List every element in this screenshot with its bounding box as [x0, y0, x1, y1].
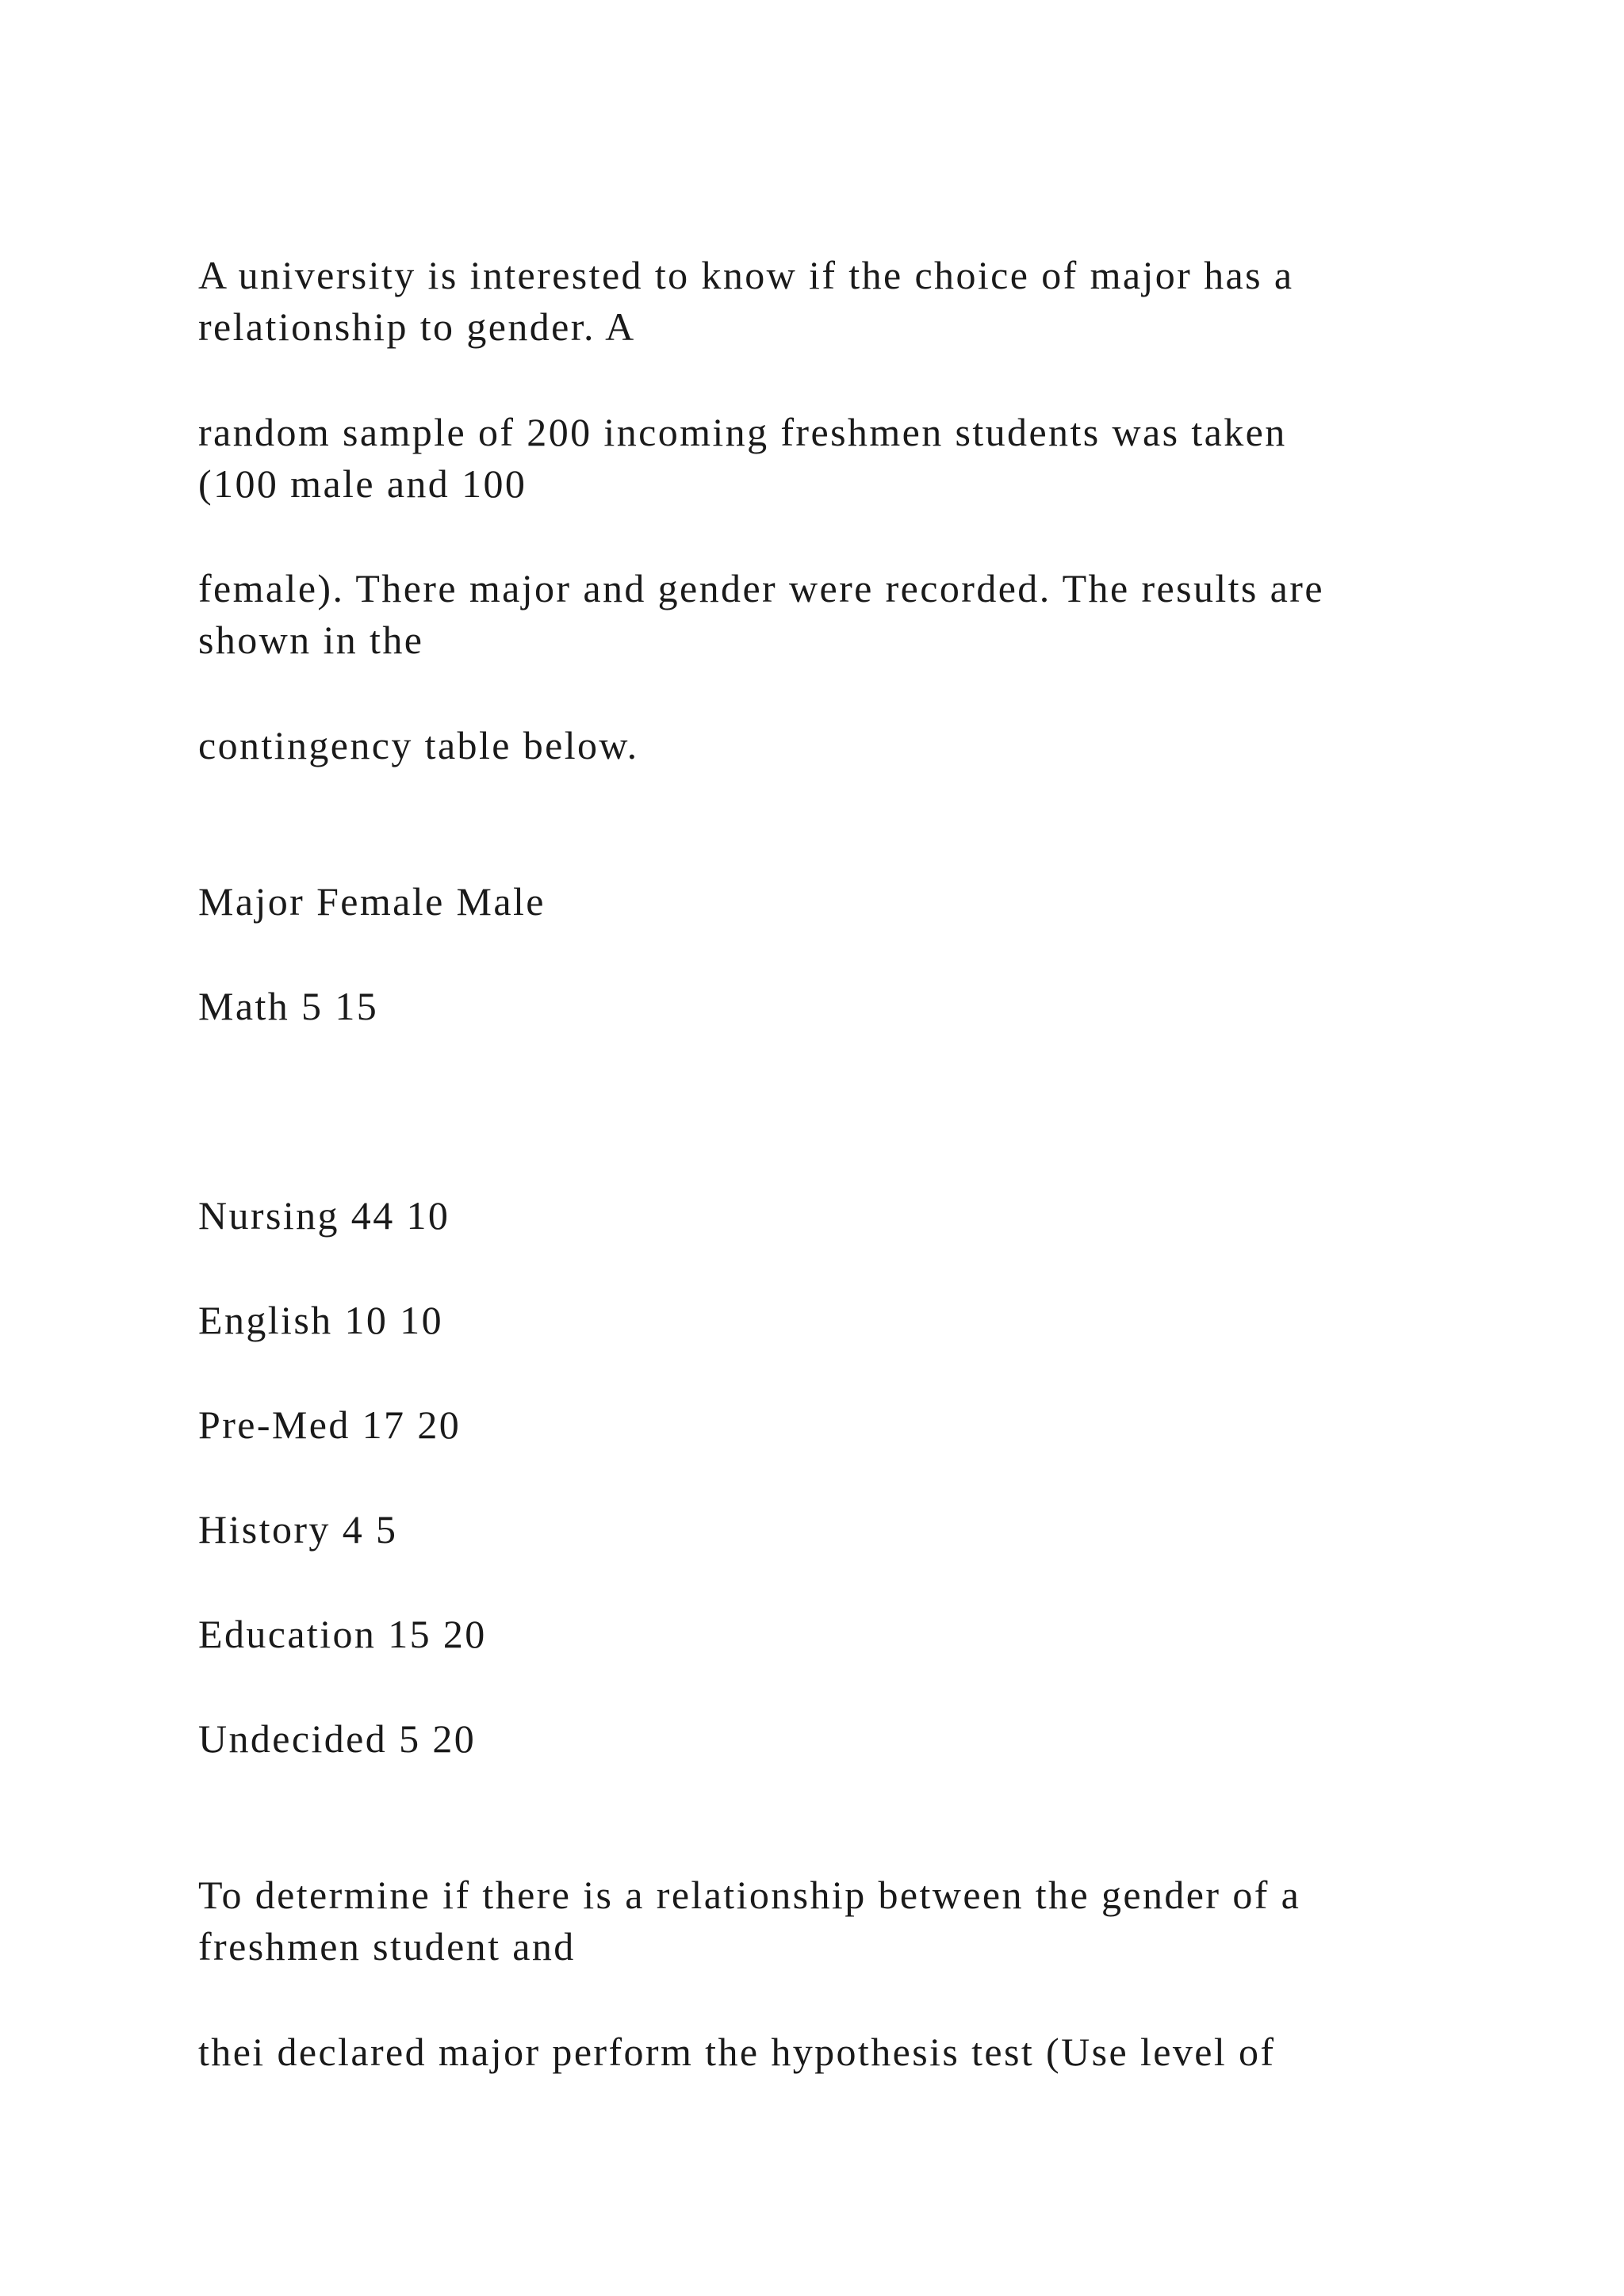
- table-row: Undecided 5 20: [198, 1716, 477, 1761]
- closing-line-1: To determine if there is a relationship between the gender of a: [198, 1873, 1301, 1917]
- table-row: Nursing 44 10: [198, 1193, 450, 1238]
- intro-line-5: female). There major and gender were recorded. The results are: [198, 566, 1324, 610]
- table-row: Math 5 15: [198, 984, 379, 1028]
- intro-line-2: relationship to gender. A: [198, 304, 636, 349]
- intro-line-6: shown in the: [198, 618, 424, 662]
- table-row: Pre-Med 17 20: [198, 1402, 462, 1447]
- intro-line-1: A university is interested to know if the choice of major has a: [198, 253, 1294, 297]
- table-row: Education 15 20: [198, 1612, 487, 1656]
- closing-line-2: freshmen student and: [198, 1924, 576, 1969]
- intro-line-3: random sample of 200 incoming freshmen students was taken: [198, 410, 1287, 454]
- table-row: History 4 5: [198, 1507, 398, 1552]
- table-row: English 10 10: [198, 1298, 443, 1342]
- intro-line-4: (100 male and 100: [198, 461, 527, 506]
- intro-line-7: contingency table below.: [198, 723, 639, 767]
- table-header: Major Female Male: [198, 879, 546, 924]
- closing-line-3: thei declared major perform the hypothesis test (Use level of: [198, 2030, 1276, 2074]
